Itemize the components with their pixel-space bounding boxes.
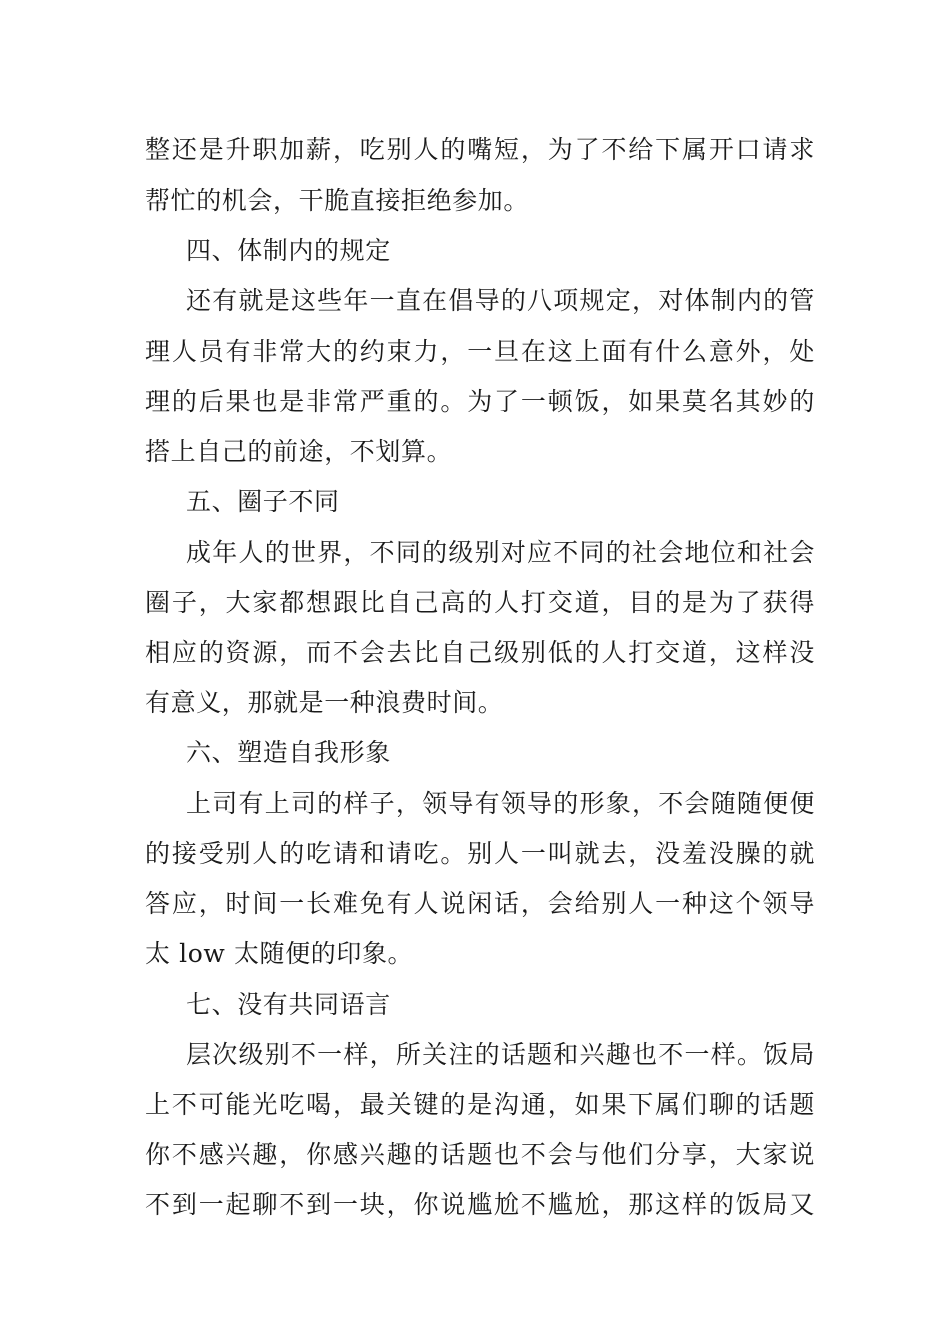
body-text-line: 的接受别人的吃请和请吃。别人一叫就去，没羞没臊的就: [145, 839, 815, 868]
section-heading-7: 七、没有共同语言: [186, 990, 391, 1019]
body-text-line: 答应，时间一长难免有人说闲话，会给别人一种这个领导: [145, 889, 815, 918]
body-text-line: 成年人的世界，不同的级别对应不同的社会地位和社会: [186, 538, 815, 567]
body-text-line: 相应的资源，而不会去比自己级别低的人打交道，这样没: [145, 638, 815, 667]
body-text-line: 圈子，大家都想跟比自己高的人打交道，目的是为了获得: [145, 588, 815, 617]
section-heading-4: 四、体制内的规定: [186, 236, 391, 265]
body-text-line: 层次级别不一样，所关注的话题和兴趣也不一样。饭局: [186, 1040, 815, 1069]
body-text-line: 搭上自己的前途，不划算。: [145, 437, 453, 466]
body-text-line: 不到一起聊不到一块，你说尴尬不尴尬，那这样的饭局又: [145, 1190, 815, 1219]
body-text-line: 有意义，那就是一种浪费时间。: [145, 688, 504, 717]
section-heading-5: 五、圈子不同: [186, 487, 340, 516]
body-text-line: 理人员有非常大的约束力，一旦在这上面有什么意外，处: [145, 337, 815, 366]
section-heading-6: 六、塑造自我形象: [186, 738, 391, 767]
body-text-line: 帮忙的机会，干脆直接拒绝参加。: [145, 186, 530, 215]
body-text-line: 上司有上司的样子，领导有领导的形象，不会随随便便: [186, 789, 815, 818]
body-text-line: 上不可能光吃喝，最关键的是沟通，如果下属们聊的话题: [145, 1090, 815, 1119]
body-text-line: 还有就是这些年一直在倡导的八项规定，对体制内的管: [186, 286, 815, 315]
body-text-line: 太 low 太随便的印象。: [145, 939, 414, 968]
body-text-line: 理的后果也是非常严重的。为了一顿饭，如果莫名其妙的: [145, 387, 815, 416]
body-text-line: 整还是升职加薪，吃别人的嘴短，为了不给下属开口请求: [145, 135, 815, 164]
body-text-line: 你不感兴趣，你感兴趣的话题也不会与他们分享，大家说: [145, 1140, 815, 1169]
